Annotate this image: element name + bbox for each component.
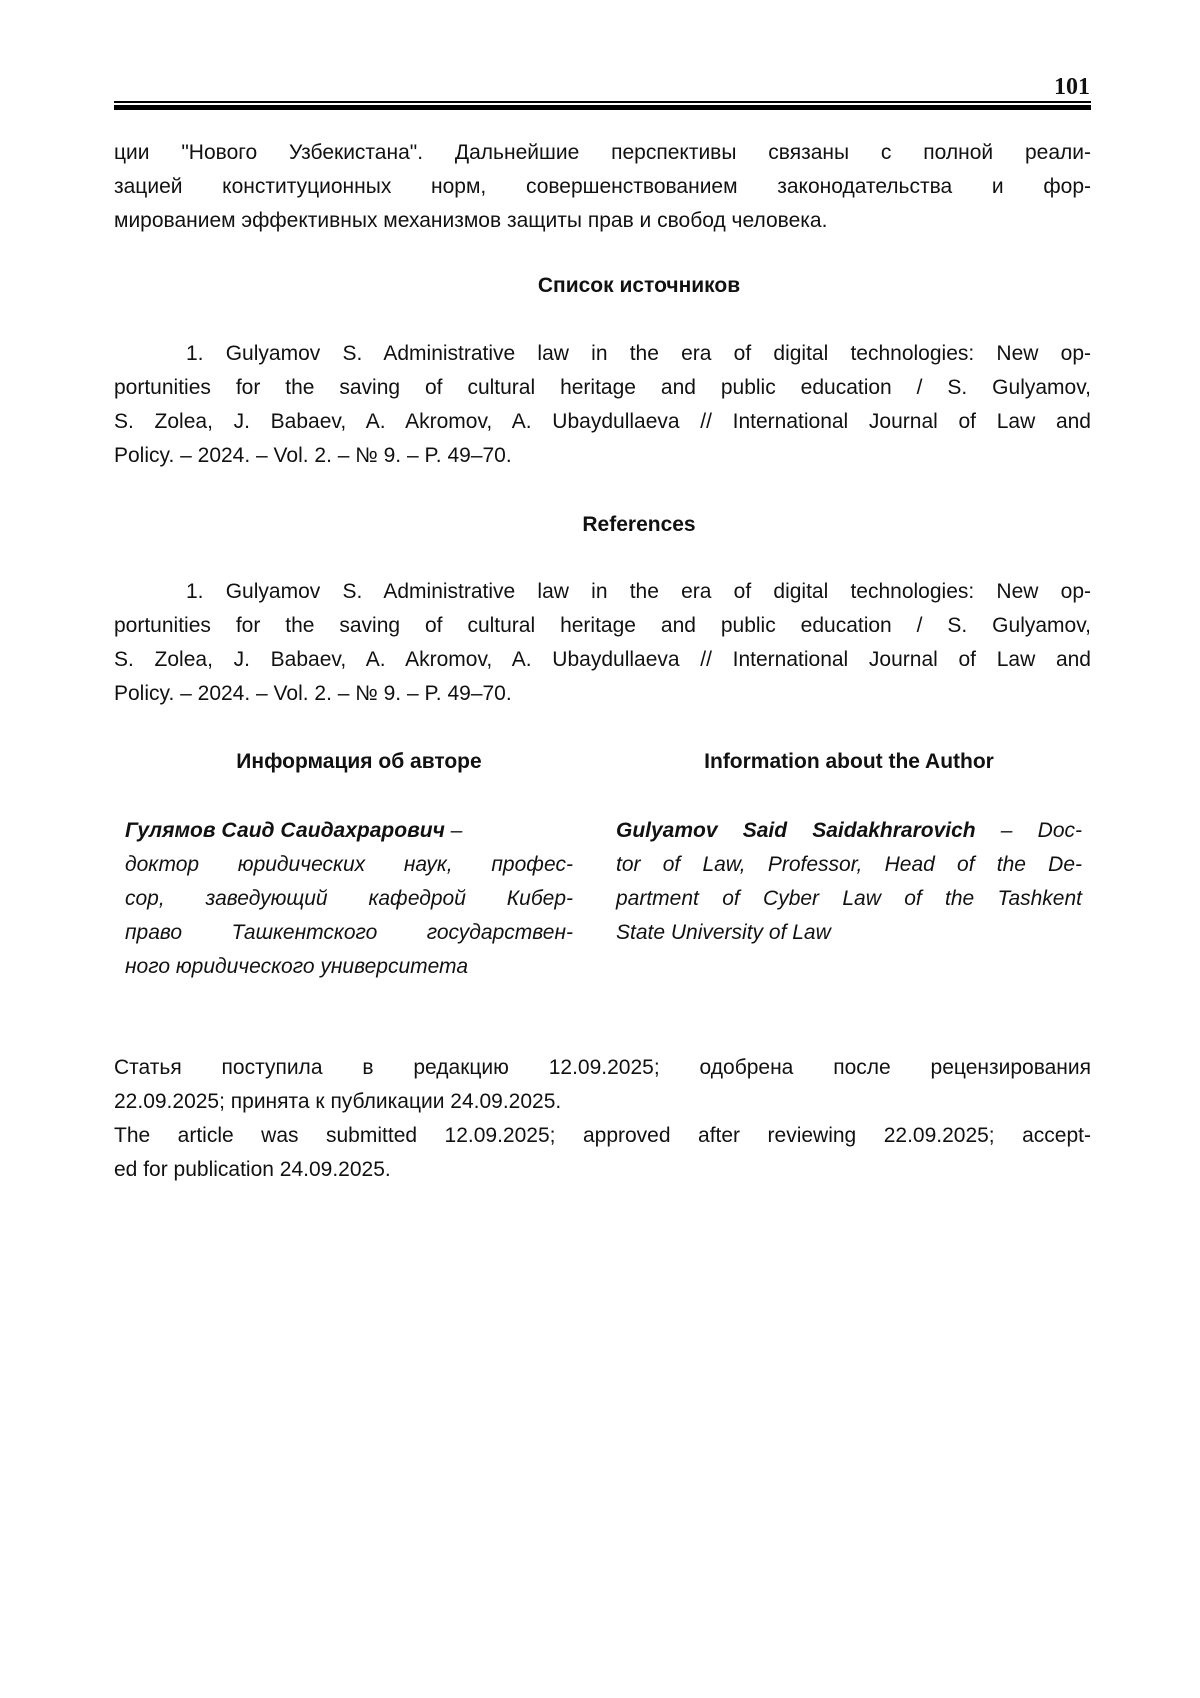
text-line: мированием эффективных механизмов защиты прав и свобод человека. — [114, 209, 828, 232]
text-line: S. Zolea, J. Babaev, A. Akromov, A. Ubaydullaeva // International Journal of Law and — [114, 648, 1091, 671]
author-name: Gulyamov Said Saidakhrarovich — [616, 819, 976, 842]
text-line: Policy. – 2024. – Vol. 2. – № 9. – P. 49–70. — [114, 444, 512, 467]
text-line: 22.09.2025; принята к публикации 24.09.2025. — [114, 1090, 562, 1113]
text-line: 1. Gulyamov S. Administrative law in the era of digital technologies: New op- — [186, 342, 1091, 365]
header-rule-thin — [114, 101, 1091, 103]
references-list — [114, 575, 1091, 711]
text-fragment: – — [444, 819, 463, 842]
text-line: ed for publication 24.09.2025. — [114, 1158, 391, 1181]
text-line: S. Zolea, J. Babaev, A. Akromov, A. Ubaydullaeva // International Journal of Law and — [114, 410, 1091, 433]
author-en-info — [616, 814, 1082, 950]
text-line: partment of Cyber Law of the Tashkent — [616, 887, 1082, 910]
page-number: 101 — [1054, 74, 1090, 100]
text-line: зацией конституционных норм, совершенствованием законодательства и фор- — [114, 175, 1091, 198]
author-en-heading: Information about the Author — [704, 750, 994, 773]
author-ru-heading: Информация об авторе — [236, 750, 482, 773]
text-line: ного юридического университета — [125, 955, 468, 978]
header-rule-thick — [114, 105, 1091, 110]
text-line: 1. Gulyamov S. Administrative law in the era of digital technologies: New op- — [186, 580, 1091, 603]
text-line: доктор юридических наук, профес- — [125, 853, 573, 876]
text-fragment: – Doc- — [975, 819, 1082, 842]
text-line: Policy. – 2024. – Vol. 2. – № 9. – P. 49–70. — [114, 682, 512, 705]
text-line: State University of Law — [616, 921, 831, 944]
text-line: portunities for the saving of cultural heritage and public education / S. Gulyamov, — [114, 614, 1091, 637]
author-ru-info — [125, 814, 573, 984]
text-line: сор, заведующий кафедрой Кибер- — [125, 887, 573, 910]
text-line: Статья поступила в редакцию 12.09.2025; одобрена после рецензирования — [114, 1056, 1091, 1079]
references-heading: References — [582, 513, 696, 536]
text-line: The article was submitted 12.09.2025; approved after reviewing 22.09.2025; accept- — [114, 1124, 1091, 1147]
text-line: tor of Law, Professor, Head of the De- — [616, 853, 1082, 876]
sources-list — [114, 337, 1091, 473]
intro-paragraph — [114, 136, 1091, 238]
sources-heading: Список источников — [537, 274, 741, 297]
text-line: ции "Нового Узбекистана". Дальнейшие перспективы связаны с полной реали- — [114, 141, 1091, 164]
article-history — [114, 1051, 1091, 1187]
text-line: право Ташкентского государствен- — [125, 921, 573, 944]
text-line: portunities for the saving of cultural heritage and public education / S. Gulyamov, — [114, 376, 1091, 399]
author-name: Гулямов Саид Саидахрарович — [125, 819, 445, 842]
